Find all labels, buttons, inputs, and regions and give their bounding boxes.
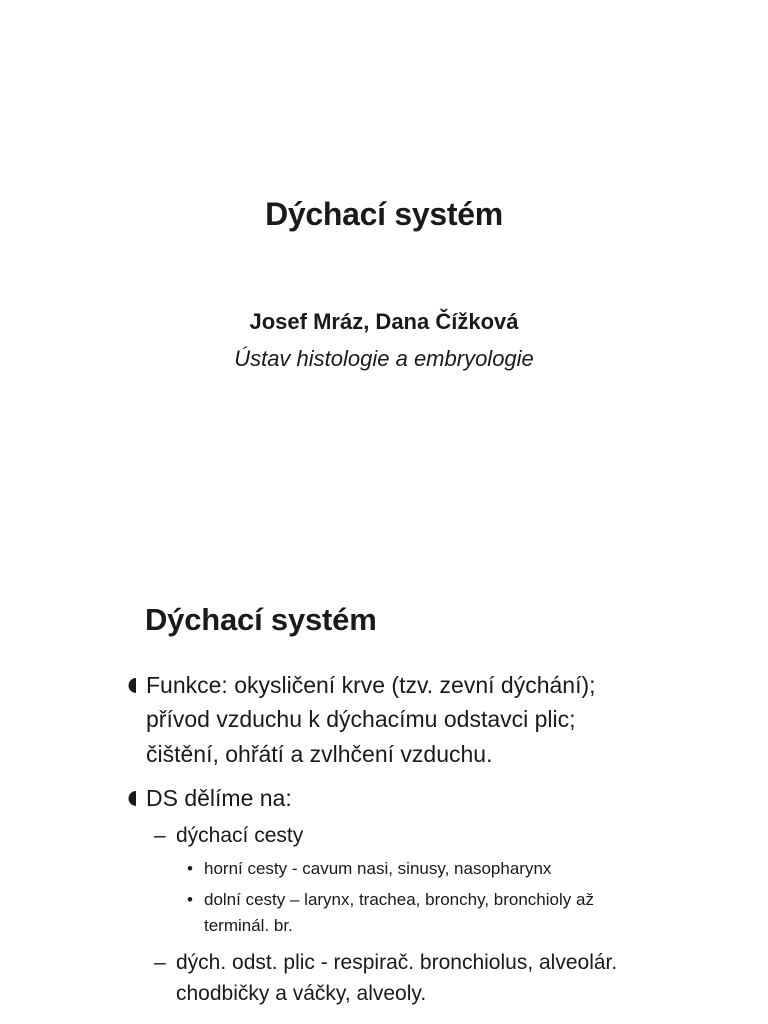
institute: Ústav histologie a embryologie — [234, 346, 534, 371]
bullet-function — [146, 668, 746, 702]
dot-marker: • — [187, 890, 193, 909]
slide-heading: Dýchací systém — [145, 602, 377, 637]
subsubitem-text: horní cesty - cavum nasi, sinusy, nasopharynx — [204, 859, 552, 878]
bullet-function-continued — [146, 737, 746, 771]
half-circle-bullet-icon — [124, 791, 136, 806]
dot-marker: • — [187, 859, 193, 878]
subitem-airways — [154, 820, 736, 851]
subitem-text: dých. odst. plic - respirač. bronchiolus, alveolár. — [176, 951, 618, 974]
dash-marker: – — [154, 951, 166, 974]
bullet-function-continued — [146, 702, 746, 736]
subitem-text: chodbičky a váčky, alveoly. — [176, 982, 427, 1005]
content-slide — [0, 580, 768, 1024]
bullet-division — [146, 781, 746, 815]
half-circle-bullet-icon — [124, 678, 136, 693]
dash-marker: – — [154, 824, 166, 847]
subsubitem-text: terminál. br. — [204, 916, 293, 935]
authors: Josef Mráz, Dana Čížková — [249, 309, 519, 334]
bullet-text-line: Funkce: okysličení krve (tzv. zevní dýchání); — [146, 672, 596, 698]
subitem-respiratory-part-continued — [176, 978, 736, 1009]
bullet-text-line: DS dělíme na: — [146, 785, 292, 811]
bullet-text-line: přívod vzduchu k dýchacímu odstavci plic; — [146, 706, 576, 732]
presentation-title: Dýchací systém — [265, 196, 503, 232]
subsubitem-lower-airways-continued — [204, 913, 704, 939]
subsubitem-text: dolní cesty – larynx, trachea, bronchy, bronchioly až — [204, 890, 594, 909]
bullet-text-line: čištění, ohřátí a zvlhčení vzduchu. — [146, 741, 493, 767]
subitem-text: dýchací cesty — [176, 824, 304, 847]
subsubitem-upper-airways — [187, 856, 704, 882]
subsubitem-lower-airways — [187, 887, 704, 913]
subitem-respiratory-part — [154, 947, 736, 978]
